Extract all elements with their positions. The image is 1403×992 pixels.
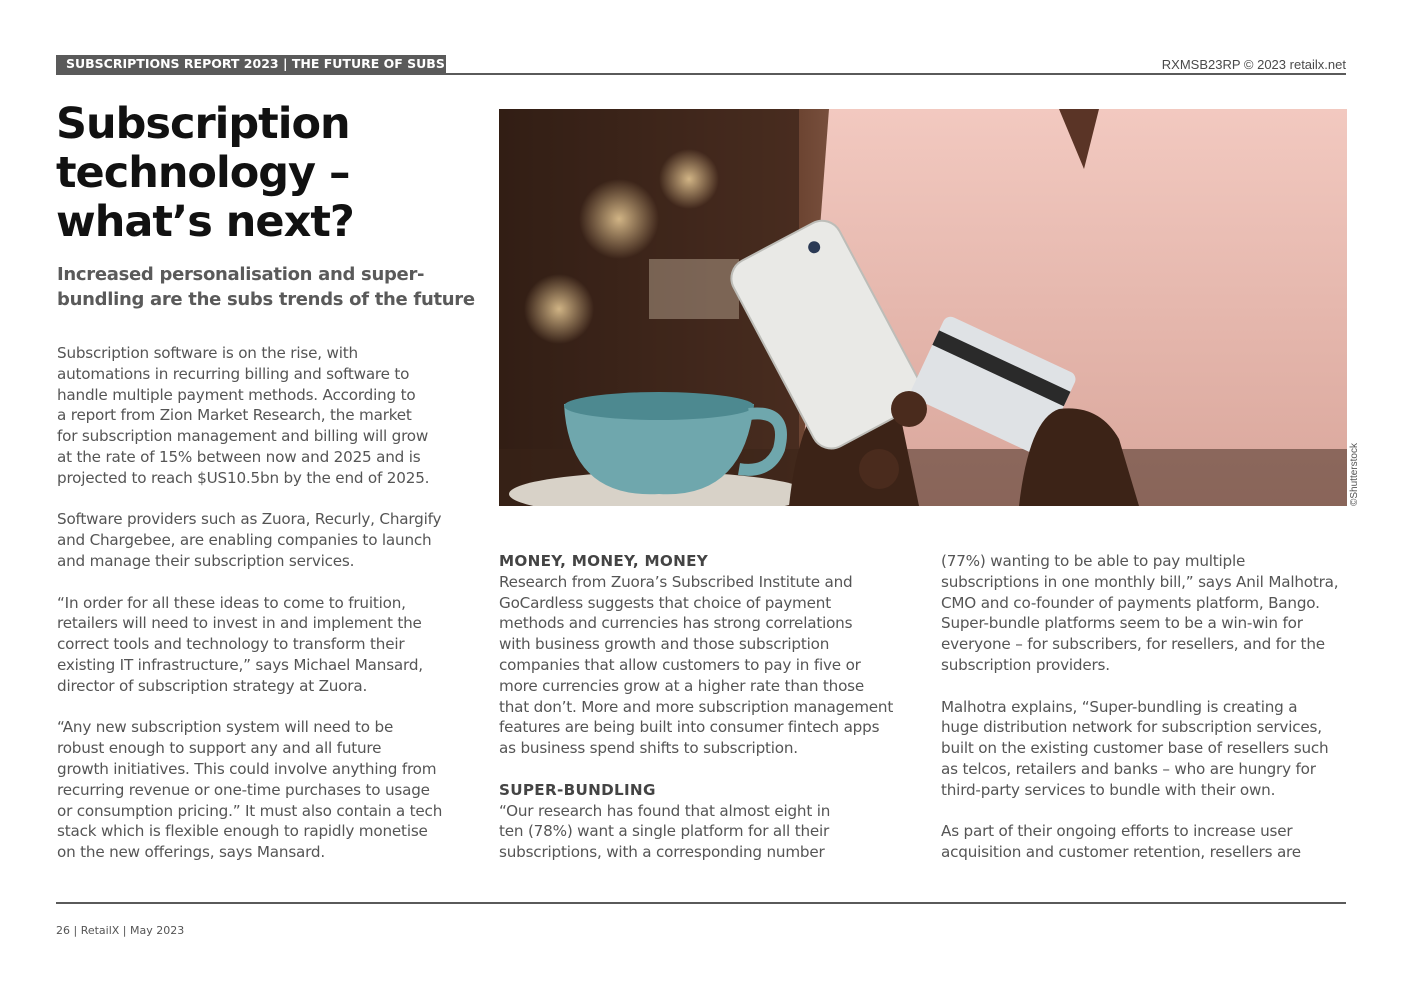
text-line: growth initiatives. This could involve anything from (57, 759, 437, 778)
text-line: huge distribution network for subscription services, (941, 718, 1322, 737)
text-line: (77%) wanting to be able to pay multiple (941, 552, 1246, 570)
text-line: or consumption pricing.” It must also contain a tech (57, 801, 443, 820)
article-title (56, 100, 476, 247)
text-line: GoCardless suggests that choice of payment (499, 593, 831, 612)
text-line: for subscription management and billing will grow (57, 427, 429, 446)
text-line: “Our research has found that almost eight in (499, 801, 831, 820)
section-heading-super-bundling: SUPER-BUNDLING (499, 780, 656, 799)
text-line: everyone – for subscribers, for resellers, and for the (941, 635, 1325, 654)
text-line: as telcos, retailers and banks – who are hungry for (941, 759, 1316, 778)
body-paragraph (941, 551, 1351, 676)
text-line: CMO and co-founder of payments platform, Bango. (941, 593, 1320, 612)
article-subtitle (57, 262, 477, 312)
text-line: handle multiple payment methods. According to (57, 385, 416, 404)
text-line: on the new offerings, says Mansard. (57, 843, 325, 862)
text-line: correct tools and technology to transform their (57, 635, 405, 654)
text-line: Research from Zuora’s Subscribed Institute and (499, 572, 853, 591)
body-paragraph (57, 593, 457, 697)
right-column (941, 551, 1351, 884)
text-line: Software providers such as Zuora, Recurly, Chargify (57, 510, 442, 529)
left-column (57, 343, 457, 884)
text-line: acquisition and customer retention, resellers are (941, 843, 1301, 862)
body-paragraph (57, 717, 457, 863)
body-paragraph (57, 343, 457, 489)
footer-divider (56, 902, 1346, 904)
report-section-tag: SUBSCRIPTIONS REPORT 2023 | THE FUTURE OF SUBS TECH (56, 55, 446, 73)
text-line: automations in recurring billing and software to (57, 364, 410, 383)
text-line: technology – (56, 148, 350, 198)
article-photo (499, 109, 1347, 506)
middle-column (499, 551, 909, 884)
text-line: as business spend shifts to subscription. (499, 739, 798, 758)
text-line: what’s next? (56, 197, 354, 247)
section-super-bundling-paragraph (499, 801, 909, 863)
text-line: third-party services to bundle with their own. (941, 780, 1276, 799)
photo-credit: ©Shutterstock (1349, 443, 1360, 506)
text-line: more currencies grow at a higher rate than those (499, 676, 865, 695)
report-reference: RXMSB23RP © 2023 retailx.net (1161, 57, 1346, 72)
phone-payment-illustration (499, 109, 1347, 506)
text-line: at the rate of 15% between now and 2025 and is (57, 447, 421, 466)
text-line: subscriptions, with a corresponding number (499, 843, 825, 862)
text-line: methods and currencies has strong correlations (499, 614, 853, 633)
page-footer: 26 | RetailX | May 2023 (56, 924, 185, 937)
section-money-paragraph (499, 572, 909, 759)
body-paragraph (941, 697, 1351, 801)
text-line: Super-bundle platforms seem to be a win-win for (941, 614, 1303, 633)
text-line: Subscription (56, 99, 350, 149)
text-line: As part of their ongoing efforts to increase user (941, 822, 1293, 841)
text-line: projected to reach $US10.5bn by the end of 2025. (57, 468, 430, 487)
text-line: “In order for all these ideas to come to fruition, (57, 593, 406, 612)
text-line: that don’t. More and more subscription management (499, 697, 894, 716)
text-line: Malhotra explains, “Super-bundling is creating a (941, 697, 1298, 716)
text-line: bundling are the subs trends of the future (57, 289, 475, 310)
text-line: retailers will need to invest in and implement the (57, 614, 422, 633)
text-line: Subscription software is on the rise, with (57, 344, 358, 362)
text-line: with business growth and those subscription (499, 635, 830, 654)
section-heading-money: MONEY, MONEY, MONEY (499, 552, 709, 570)
text-line: and manage their subscription services. (57, 551, 355, 570)
header-divider (56, 73, 1346, 75)
text-line: ten (78%) want a single platform for all their (499, 822, 830, 841)
text-line: “Any new subscription system will need to be (57, 718, 394, 737)
body-paragraph (941, 821, 1351, 863)
text-line: built on the existing customer base of resellers such (941, 739, 1329, 758)
body-paragraph (57, 509, 457, 571)
text-line: companies that allow customers to pay in five or (499, 655, 861, 674)
text-line: a report from Zion Market Research, the market (57, 406, 412, 425)
text-line: existing IT infrastructure,” says Michael Mansard, (57, 655, 423, 674)
text-line: stack which is flexible enough to rapidly monetise (57, 822, 428, 841)
text-line: subscription providers. (941, 655, 1110, 674)
text-line: recurring revenue or one-time purchases to usage (57, 780, 430, 799)
text-line: Increased personalisation and super- (57, 264, 425, 285)
text-line: robust enough to support any and all future (57, 739, 382, 758)
text-line: director of subscription strategy at Zuora. (57, 676, 368, 695)
text-line: features are being built into consumer fintech apps (499, 718, 880, 737)
text-line: subscriptions in one monthly bill,” says Anil Malhotra, (941, 572, 1339, 591)
text-line: and Chargebee, are enabling companies to launch (57, 531, 432, 550)
